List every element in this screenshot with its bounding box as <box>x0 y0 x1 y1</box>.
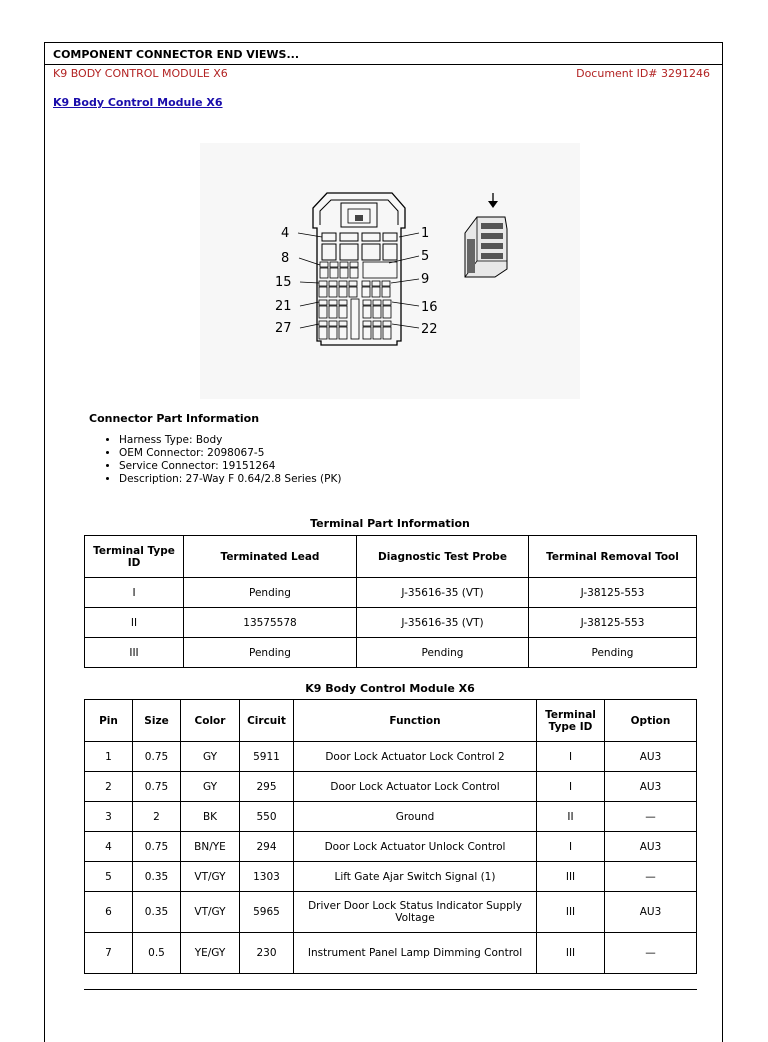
column-header: Size <box>133 700 181 742</box>
terminal-parts-table <box>84 535 697 668</box>
table-cell: 6 <box>85 892 133 933</box>
pin-label-27: 27 <box>275 321 292 336</box>
insertion-direction-arrow-icon <box>488 201 498 208</box>
list-item: • Service Connector: 19151264 <box>119 460 341 473</box>
table-header-row <box>85 536 697 578</box>
table-cell: 1303 <box>240 862 294 892</box>
table-cell: AU3 <box>605 832 697 862</box>
table-cell: Driver Door Lock Status Indicator Supply Voltage <box>294 892 537 933</box>
connector-info-title: Connector Part Information <box>89 412 260 425</box>
column-header: Pin <box>85 700 133 742</box>
table-cell: 2 <box>85 772 133 802</box>
pin-label-4: 4 <box>281 226 290 241</box>
table-cell: III <box>537 933 605 974</box>
table-cell: Door Lock Actuator Lock Control 2 <box>294 742 537 772</box>
connector-latch-slot <box>355 215 363 221</box>
table-cell: 230 <box>240 933 294 974</box>
list-item: • Description: 27-Way F 0.64/2.8 Series (PK) <box>119 473 341 486</box>
table-cell: I <box>537 772 605 802</box>
table-cell: 5 <box>85 862 133 892</box>
table-cell: III <box>537 892 605 933</box>
table-cell: J-35616-35 (VT) <box>357 578 529 608</box>
table-cell: — <box>605 802 697 832</box>
connector-end-view-diagram <box>45 43 724 403</box>
pin-label-21: 21 <box>275 299 292 314</box>
table-cell: 1 <box>85 742 133 772</box>
table-row <box>85 638 697 668</box>
table-row <box>85 862 697 892</box>
table-row <box>85 832 697 862</box>
pin-label-8: 8 <box>281 251 290 266</box>
column-header: Terminal Type ID <box>537 700 605 742</box>
table-cell: 5911 <box>240 742 294 772</box>
table-cell: 5965 <box>240 892 294 933</box>
pin-label-1: 1 <box>421 226 430 241</box>
table-cell: Lift Gate Ajar Switch Signal (1) <box>294 862 537 892</box>
terminal-row-1 <box>322 233 397 260</box>
table-cell: J-38125-553 <box>529 608 697 638</box>
table-row <box>85 742 697 772</box>
pin-label-9: 9 <box>421 272 430 287</box>
table-cell: 0.75 <box>133 772 181 802</box>
table-cell: VT/GY <box>181 892 240 933</box>
table-row <box>85 802 697 832</box>
table-cell: 550 <box>240 802 294 832</box>
table-cell: VT/GY <box>181 862 240 892</box>
table-cell: AU3 <box>605 742 697 772</box>
table-cell: J-38125-553 <box>529 578 697 608</box>
table-header-row <box>85 700 697 742</box>
table-cell: GY <box>181 772 240 802</box>
table-cell: 2 <box>133 802 181 832</box>
table-row <box>85 892 697 933</box>
table-cell: 0.35 <box>133 862 181 892</box>
connector-inner-outline <box>320 200 398 225</box>
table-cell: Pending <box>529 638 697 668</box>
column-header: Terminated Lead <box>184 536 357 578</box>
table-row <box>85 578 697 608</box>
table-row <box>85 772 697 802</box>
table-cell: Instrument Panel Lamp Dimming Control <box>294 933 537 974</box>
table-cell: 294 <box>240 832 294 862</box>
table-cell: BK <box>181 802 240 832</box>
pin-label-22: 22 <box>421 322 438 337</box>
table-row <box>85 608 697 638</box>
pin-label-15: 15 <box>275 275 292 290</box>
terminal-row-2 <box>320 262 397 278</box>
header-title: COMPONENT CONNECTOR END VIEWS... <box>53 48 300 61</box>
table-cell: AU3 <box>605 892 697 933</box>
pin-label-5: 5 <box>421 249 430 264</box>
table-cell: I <box>85 578 184 608</box>
list-item: • OEM Connector: 2098067-5 <box>119 447 341 460</box>
column-header: Circuit <box>240 700 294 742</box>
table-cell: BN/YE <box>181 832 240 862</box>
terminal-parts-caption: Terminal Part Information <box>310 517 470 530</box>
table-cell: 295 <box>240 772 294 802</box>
column-header: Terminal Removal Tool <box>529 536 697 578</box>
pinout-table <box>84 699 697 974</box>
list-item: • Harness Type: Body <box>119 434 341 447</box>
table-cell: Pending <box>184 638 357 668</box>
table-cell: Door Lock Actuator Lock Control <box>294 772 537 802</box>
table-cell: AU3 <box>605 772 697 802</box>
header-document-id: Document ID# 3291246 <box>576 67 710 80</box>
document-frame <box>44 42 723 1042</box>
terminal-row-4 <box>319 300 391 318</box>
table-cell: 4 <box>85 832 133 862</box>
table-cell: YE/GY <box>181 933 240 974</box>
table-cell: III <box>537 862 605 892</box>
column-header: Terminal Type ID <box>85 536 184 578</box>
terminal-row-3 <box>319 281 390 297</box>
module-link[interactable]: K9 Body Control Module X6 <box>53 96 223 109</box>
table-cell: — <box>605 862 697 892</box>
table-cell: GY <box>181 742 240 772</box>
table-cell: Ground <box>294 802 537 832</box>
pin-label-16: 16 <box>421 300 438 315</box>
table-cell: Pending <box>357 638 529 668</box>
table-cell: J-35616-35 (VT) <box>357 608 529 638</box>
column-header: Color <box>181 700 240 742</box>
table-row <box>85 933 697 974</box>
table-cell: 13575578 <box>184 608 357 638</box>
table-cell: — <box>605 933 697 974</box>
table-cell: Door Lock Actuator Unlock Control <box>294 832 537 862</box>
table-cell: I <box>537 742 605 772</box>
table-cell: II <box>537 802 605 832</box>
table-cell: I <box>537 832 605 862</box>
connector-info-list <box>105 434 341 486</box>
table-cell: III <box>85 638 184 668</box>
table-cell: 0.75 <box>133 742 181 772</box>
connector-isometric-view <box>465 193 507 277</box>
table-cell: 7 <box>85 933 133 974</box>
column-header: Diagnostic Test Probe <box>357 536 529 578</box>
table-cell: 0.35 <box>133 892 181 933</box>
table-cell: 3 <box>85 802 133 832</box>
header-module: K9 BODY CONTROL MODULE X6 <box>53 67 228 80</box>
table-cell: Pending <box>184 578 357 608</box>
table-cell: 0.75 <box>133 832 181 862</box>
page-bottom-divider <box>84 989 697 990</box>
column-header: Function <box>294 700 537 742</box>
table-cell: II <box>85 608 184 638</box>
pinout-caption: K9 Body Control Module X6 <box>305 682 475 695</box>
table-cell: 0.5 <box>133 933 181 974</box>
column-header: Option <box>605 700 697 742</box>
